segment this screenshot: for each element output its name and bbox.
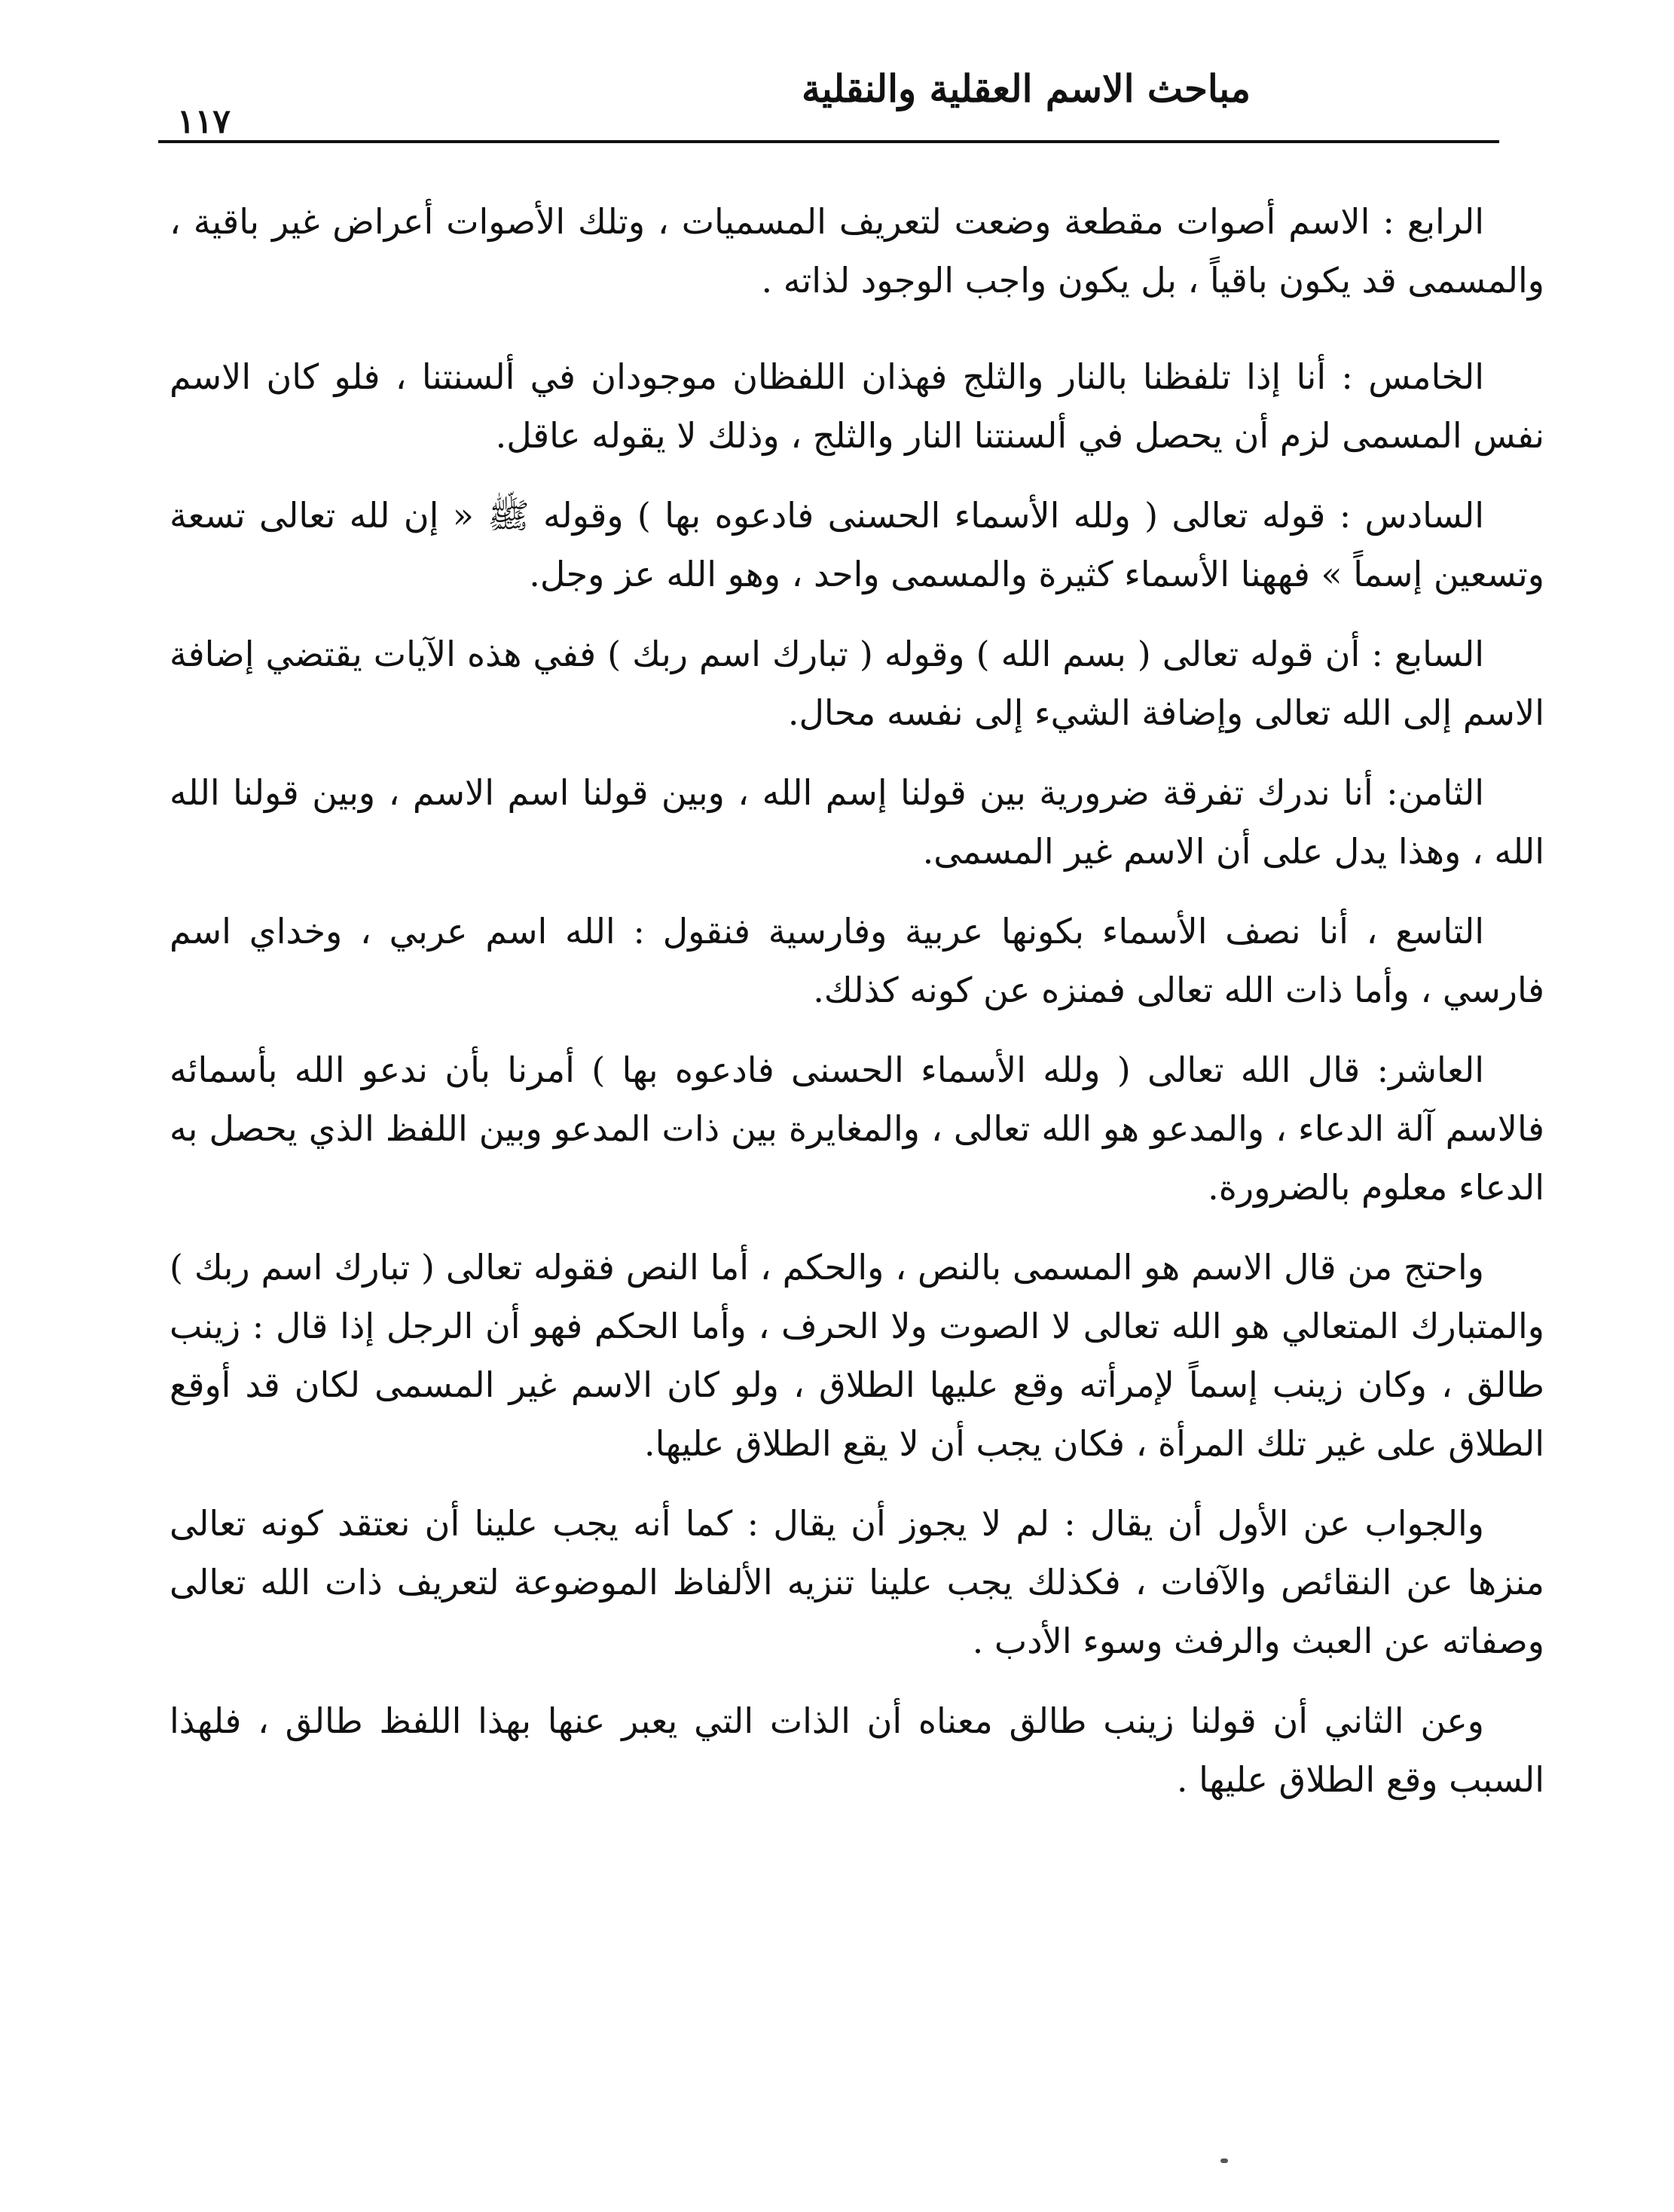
paragraph-reply-first: والجواب عن الأول أن يقال : لم لا يجوز أن يقال : كما أنه يجب علينا أن نعتقد كونه تعالى منزها عن النقائص والآفات ، فكذلك يجب علينا تنزيه الألفاظ الموضوعة لتعريف ذات الله تعالى وصفاته عن العبث والرفث وسوء الأدب . bbox=[170, 1503, 1544, 1661]
paragraph-tenth: العاشر: قال الله تعالى ( ولله الأسماء الحسنى فادعوه بها ) أمرنا بأن ندعو الله بأسمائه فالاسم آلة الدعاء ، والمدعو هو الله تعالى ، والمغايرة بين ذات المدعو وبين اللفظ الذي يحصل به الدعاء معلوم بالضرورة. bbox=[170, 1049, 1544, 1208]
page-body bbox=[170, 192, 1544, 1830]
paragraph-fifth: الخامس : أنا إذا تلفظنا بالنار والثلج فهذان اللفظان موجودان في ألسنتنا ، فلو كان الاسم نفس المسمى لزم أن يحصل في ألسنتنا النار والثلج ، وذلك لا يقوله عاقل. bbox=[170, 356, 1544, 456]
paragraph-seventh: السابع : أن قوله تعالى ( بسم الله ) وقوله ( تبارك اسم ربك ) ففي هذه الآيات يقتضي إضافة الاسم إلى الله تعالى وإضافة الشيء إلى نفسه محال. bbox=[170, 634, 1544, 733]
paragraph-counter-argument: واحتج من قال الاسم هو المسمى بالنص ، والحكم ، أما النص فقوله تعالى ( تبارك اسم ربك ) والمتبارك المتعالي هو الله تعالى لا الصوت ولا الحرف ، وأما الحكم فهو أن الرجل إذا قال : زينب طالق ، وكان زينب إسماً لإمرأته وقع عليها الطلاق ، ولو كان الاسم غير المسمى لكان قد أوقع الطلاق على غير تلك المرأة ، فكان يجب أن لا يقع الطلاق عليها. bbox=[170, 1247, 1544, 1464]
page-header bbox=[158, 66, 1499, 142]
header-divider bbox=[158, 140, 1499, 143]
scan-speck bbox=[1220, 2159, 1228, 2163]
paragraph-eighth: الثامن: أنا ندرك تفرقة ضرورية بين قولنا إسم الله ، وبين قولنا اسم الاسم ، وبين قولنا الله الله ، وهذا يدل على أن الاسم غير المسمى. bbox=[170, 772, 1544, 872]
paragraph-fourth: الرابع : الاسم أصوات مقطعة وضعت لتعريف المسميات ، وتلك الأصوات أعراض غير باقية ، والمسمى قد يكون باقياً ، بل يكون واجب الوجود لذاته . bbox=[170, 201, 1544, 301]
paragraph-reply-second: وعن الثاني أن قولنا زينب طالق معناه أن الذات التي يعبر عنها بهذا اللفظ طالق ، فلهذا السبب وقع الطلاق عليها . bbox=[170, 1700, 1544, 1800]
running-title: مباحث الاسم العقلية والنقلية bbox=[802, 66, 1251, 111]
paragraph-sixth: السادس : قوله تعالى ( ولله الأسماء الحسنى فادعوه بها ) وقوله ﷺ « إن لله تعالى تسعة وتسعين إسماً » فههنا الأسماء كثيرة والمسمى واحد ، وهو الله عز وجل. bbox=[170, 495, 1544, 594]
paragraph-ninth: التاسع ، أنا نصف الأسماء بكونها عربية وفارسية فنقول : الله اسم عربي ، وخداي اسم فارسي ، وأما ذات الله تعالى فمنزه عن كونه كذلك. bbox=[170, 911, 1544, 1010]
page-number: ١١٧ bbox=[177, 102, 231, 141]
